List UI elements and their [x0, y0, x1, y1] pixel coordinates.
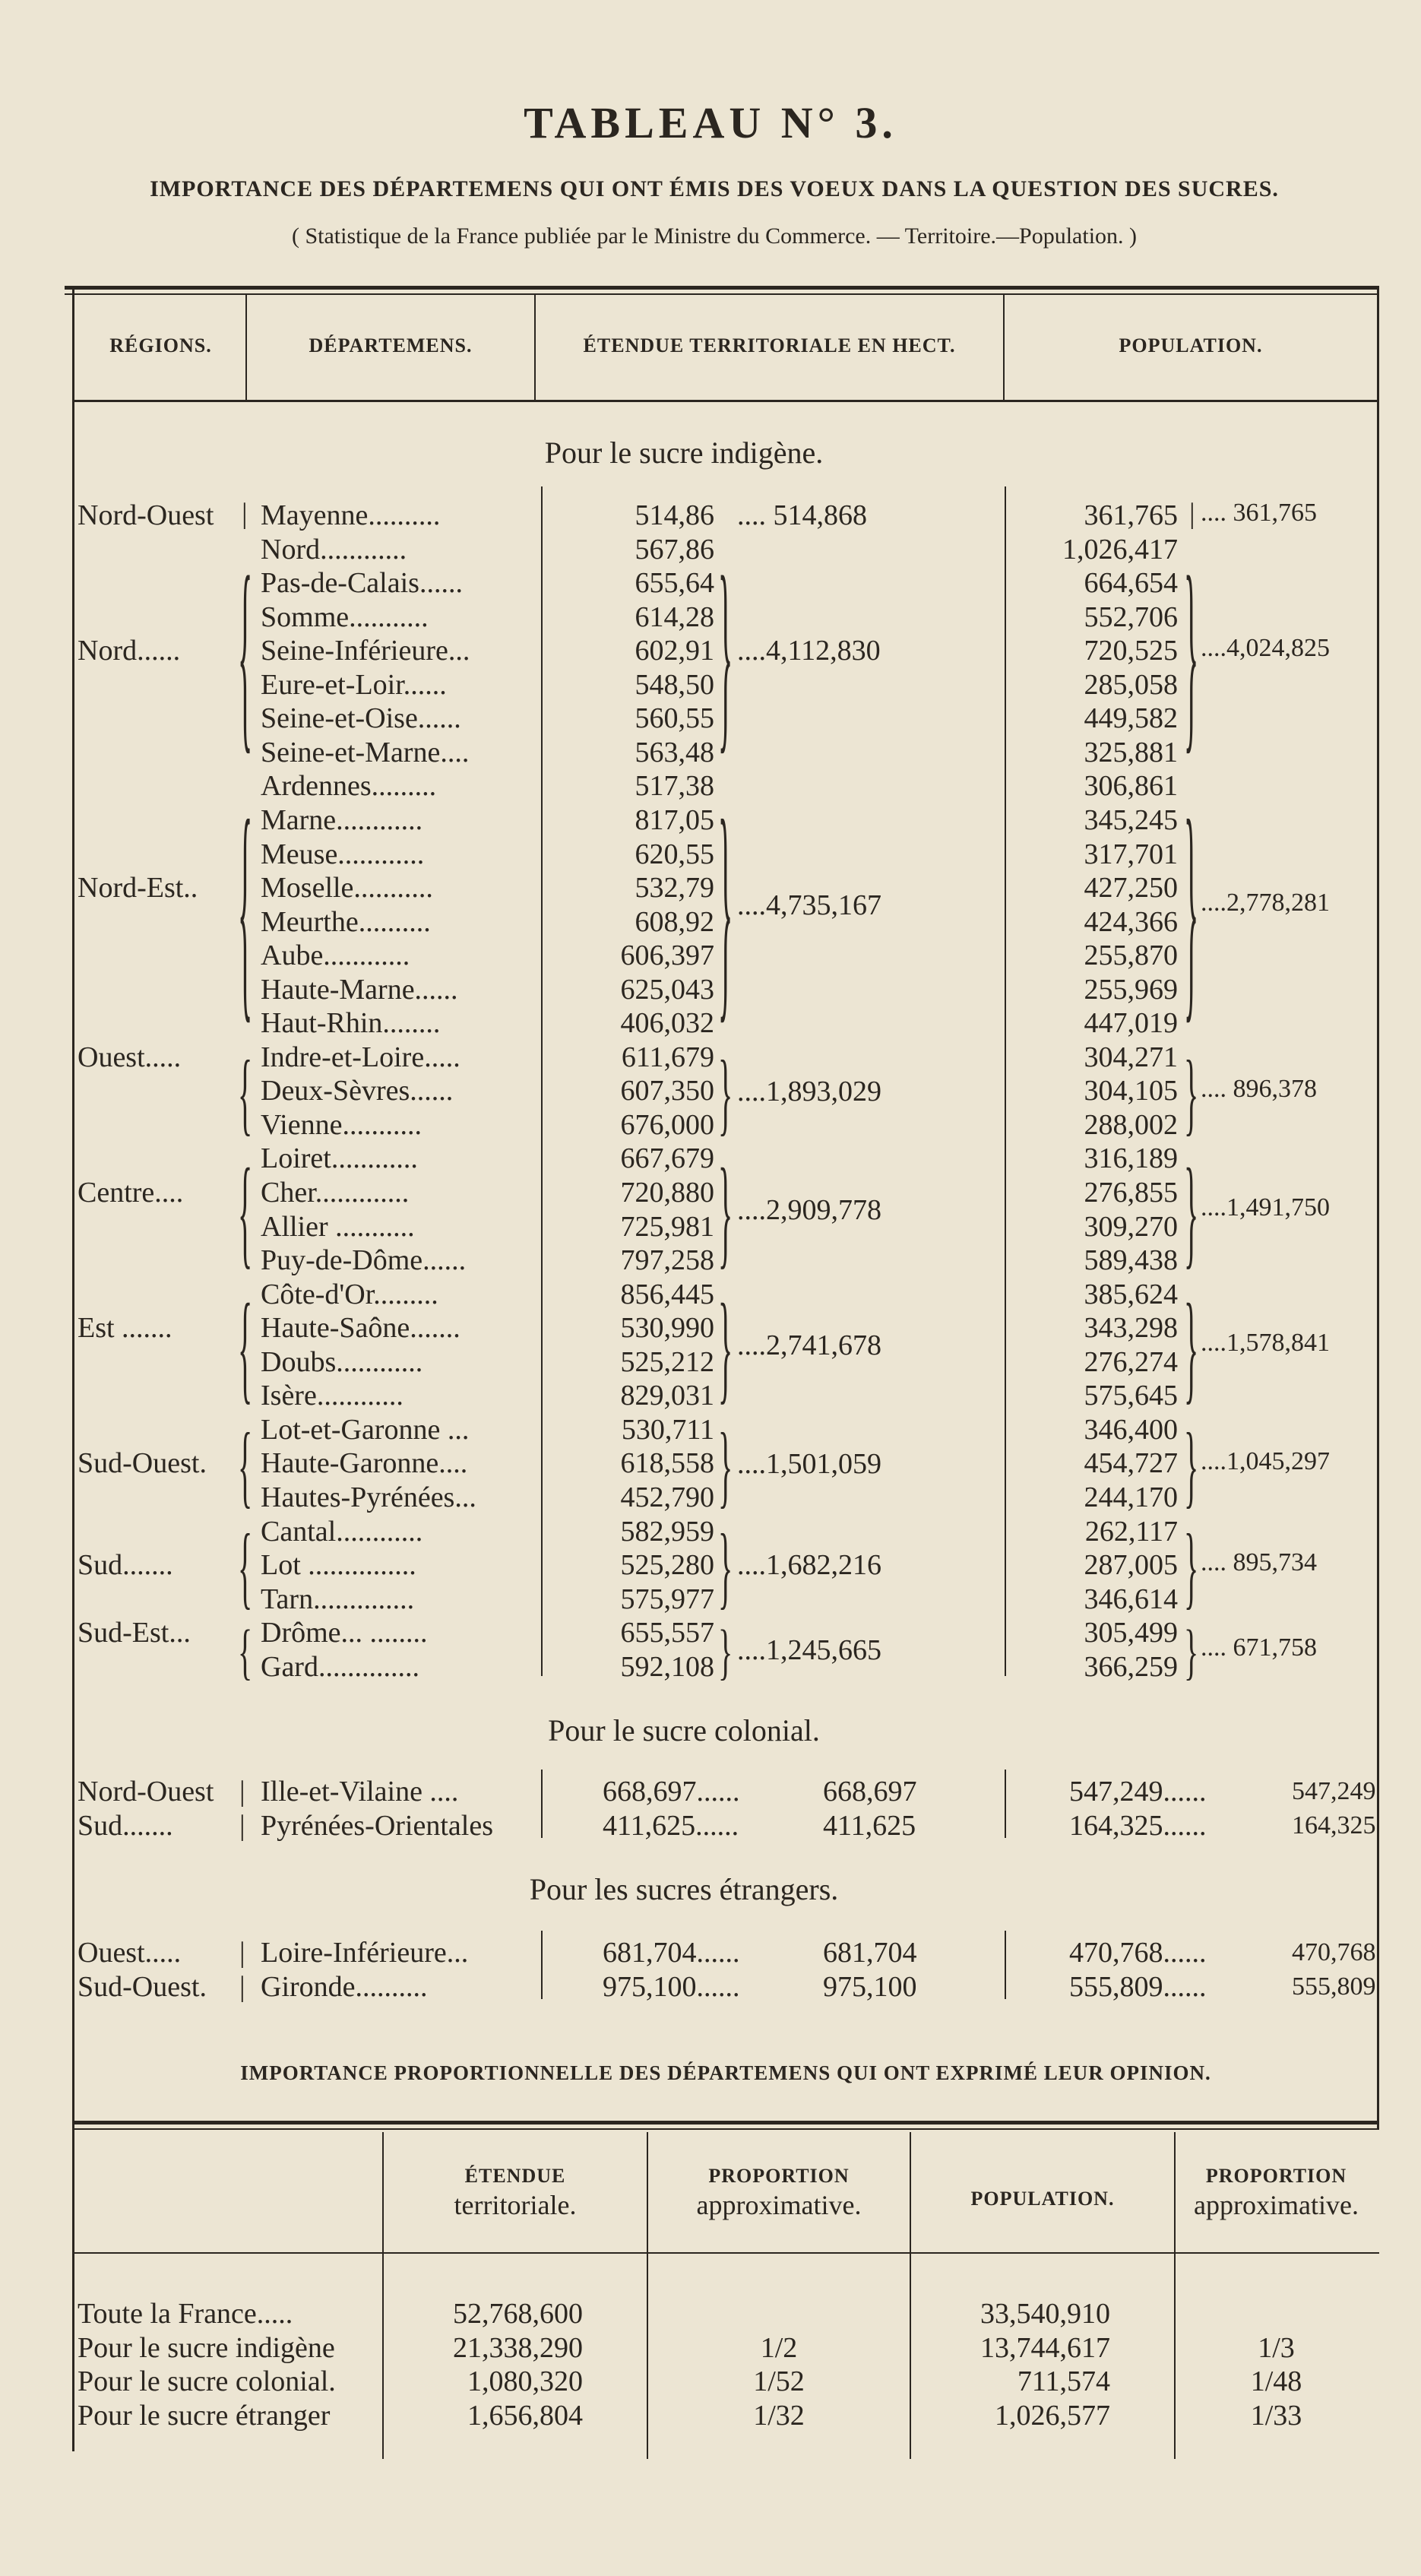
prop-header-prop1-top: PROPORTION — [708, 2165, 850, 2187]
departement-name: Lot-et-Garonne ... — [261, 1413, 470, 1446]
section-sucres-etrangers: Pour les sucres étrangers. — [529, 1872, 839, 1906]
etendue-value: 406,032 — [620, 1007, 714, 1040]
etendue-value: 620,55 — [635, 838, 714, 870]
etendue-value: 975,100...... — [603, 1971, 740, 2003]
region-label: Centre.... — [78, 1177, 184, 1209]
table-row — [0, 2399, 1421, 2432]
proportion-value: 1/2 — [760, 2331, 798, 2364]
population-group-total: .... 896,378 — [1201, 1074, 1317, 1103]
table-row — [0, 1244, 1421, 1277]
population-group-total: ....2,778,281 — [1201, 888, 1330, 917]
etendue-value: 530,711 — [621, 1413, 714, 1446]
population-brace: } — [1184, 1412, 1199, 1517]
etendue-value: 829,031 — [620, 1380, 714, 1412]
table-row — [0, 973, 1421, 1006]
region-brace: { — [238, 531, 253, 774]
departement-name: Seine-et-Marne.... — [261, 736, 470, 768]
population-value: 470,768...... — [1069, 1937, 1207, 1969]
table-row — [0, 1583, 1421, 1616]
etendue-value: 607,350 — [620, 1075, 714, 1107]
departement-name: Loiret............ — [261, 1142, 418, 1175]
population-value: 424,366 — [1084, 905, 1178, 938]
region-label: Ouest..... — [78, 1937, 182, 1969]
population-value: 13,744,617 — [980, 2331, 1110, 2364]
header-bottom-rule — [72, 400, 1379, 402]
etendue-brace: } — [718, 1141, 733, 1281]
population-brace: } — [1184, 531, 1199, 774]
population-value: 288,002 — [1084, 1108, 1178, 1141]
proportion-value: 1/48 — [1250, 2365, 1302, 2397]
prop-header-etendue-bottom: territoriale. — [454, 2190, 577, 2220]
region-label: Ouest..... — [78, 1041, 182, 1073]
table-row — [0, 1936, 1421, 1969]
etendue-value: 725,981 — [620, 1210, 714, 1243]
etendue-total: 411,625 — [823, 1810, 916, 1842]
departement-name: Seine-Inférieure... — [261, 635, 470, 667]
population-brace: } — [1184, 1616, 1199, 1686]
etendue-value: 563,48 — [635, 736, 714, 768]
table-top-rule — [65, 286, 1379, 290]
region-brace: { — [238, 1141, 253, 1281]
prop-header-etendue-top: ÉTENDUE — [464, 2165, 566, 2187]
departement-name: Puy-de-Dôme...... — [261, 1244, 467, 1277]
population-brace: } — [1184, 1141, 1199, 1281]
etendue-value: 567,86 — [635, 533, 714, 566]
table-row — [0, 2297, 1421, 2330]
departement-name: Tarn.............. — [261, 1583, 415, 1615]
departement-name: Meuse............ — [261, 838, 425, 870]
population-value: 361,765 — [1084, 499, 1178, 531]
departement-name: Mayenne.......... — [261, 499, 441, 531]
departement-name: Cantal............ — [261, 1515, 423, 1548]
population-value: 244,170 — [1084, 1481, 1178, 1513]
header-regions: RÉGIONS. — [109, 334, 212, 356]
population-value: 262,117 — [1084, 1515, 1178, 1548]
row-label: Pour le sucre étranger — [78, 2399, 331, 2432]
table-row — [0, 1006, 1421, 1040]
population-brace: } — [1184, 1514, 1199, 1619]
table-row — [0, 1278, 1421, 1311]
etendue-value: 602,91 — [635, 635, 714, 667]
population-value: 316,189 — [1084, 1142, 1178, 1175]
table-row — [0, 1108, 1421, 1142]
departement-name: Gironde.......... — [261, 1971, 428, 2003]
population-group-total: .... 361,765 — [1201, 499, 1317, 528]
population-value: 589,438 — [1084, 1244, 1178, 1277]
etendue-value: 655,64 — [635, 567, 714, 600]
population-value: 447,019 — [1084, 1007, 1178, 1040]
prop-top-rule — [72, 2121, 1379, 2124]
population-value: 304,271 — [1084, 1041, 1178, 1073]
table-row — [0, 939, 1421, 972]
etendue-value: 676,000 — [620, 1108, 714, 1141]
section-sucre-indigene: Pour le sucre indigène. — [544, 436, 824, 470]
region-label: Sud-Ouest. — [78, 1447, 207, 1480]
table-row — [0, 1041, 1421, 1074]
region-brace: { — [238, 1277, 253, 1416]
population-value: 552,706 — [1084, 600, 1178, 633]
etendue-value: 548,50 — [635, 668, 714, 701]
etendue-value: 667,679 — [620, 1142, 714, 1175]
population-brace: } — [1184, 1277, 1199, 1416]
departement-name: Drôme... ........ — [261, 1617, 428, 1649]
table-row — [0, 803, 1421, 837]
departement-name: Gard.............. — [261, 1650, 419, 1683]
departement-name: Isère............ — [261, 1380, 404, 1412]
etendue-value: 614,28 — [635, 600, 714, 633]
region-label: Sud-Ouest. — [78, 1971, 207, 2003]
prop-header-population — [911, 2180, 1174, 2212]
region-label: Sud....... — [78, 1549, 173, 1582]
region-brace: { — [238, 1040, 253, 1145]
etendue-value: 668,697...... — [603, 1776, 740, 1808]
section-sucre-colonial: Pour le sucre colonial. — [548, 1713, 820, 1747]
population-value: 276,274 — [1084, 1345, 1178, 1378]
proportion-value: 1/32 — [753, 2399, 805, 2432]
etendue-value: 655,557 — [620, 1617, 714, 1649]
population-group-total: .... 895,734 — [1201, 1548, 1317, 1577]
etendue-group-total: ....4,735,167 — [737, 889, 881, 921]
etendue-value: 525,212 — [620, 1345, 714, 1378]
etendue-value: 797,258 — [620, 1244, 714, 1277]
departement-name: Eure-et-Loir...... — [261, 668, 447, 701]
etendue-value: 52,768,600 — [453, 2298, 583, 2330]
population-value: 164,325...... — [1069, 1810, 1207, 1842]
population-value: 33,540,910 — [980, 2298, 1110, 2330]
etendue-brace: } — [718, 1040, 733, 1145]
population-value: 427,250 — [1084, 872, 1178, 905]
etendue-value: 606,397 — [620, 939, 714, 972]
etendue-value: 608,92 — [635, 905, 714, 938]
population-value: 346,400 — [1084, 1413, 1178, 1446]
etendue-value: 1,080,320 — [467, 2365, 583, 2397]
departement-name: Loire-Inférieure... — [261, 1937, 469, 1969]
population-group-total: ....1,491,750 — [1201, 1193, 1330, 1221]
table-title: TABLEAU N° 3. — [524, 98, 897, 147]
etendue-value: 532,79 — [635, 872, 714, 905]
prop-header-prop2-top: PROPORTION — [1205, 2165, 1347, 2187]
region-label: Est ....... — [78, 1312, 172, 1345]
etendue-brace: } — [718, 1277, 733, 1416]
etendue-brace: } — [718, 531, 733, 774]
etendue-group-total: ....2,909,778 — [737, 1193, 881, 1226]
etendue-value: 525,280 — [620, 1549, 714, 1582]
population-value: 1,026,417 — [1062, 533, 1178, 566]
etendue-value: 618,558 — [620, 1447, 714, 1480]
etendue-value: 582,959 — [620, 1515, 714, 1548]
etendue-total: 668,697 — [823, 1776, 917, 1808]
single-separator: | — [242, 498, 248, 530]
departement-name: Meurthe.......... — [261, 905, 431, 938]
table-row — [0, 1809, 1421, 1842]
etendue-value: 592,108 — [620, 1650, 714, 1683]
population-value: 325,881 — [1084, 736, 1178, 768]
departement-name: Côte-d'Or......... — [261, 1278, 438, 1310]
table-subtitle: IMPORTANCE DES DÉPARTEMENS QUI ONT ÉMIS DES VOEUX DANS LA QUESTION DES SUCRES. — [150, 176, 1279, 201]
etendue-value: 517,38 — [635, 770, 714, 803]
table-row — [0, 736, 1421, 769]
etendue-brace: } — [718, 1412, 733, 1517]
population-value: 276,855 — [1084, 1177, 1178, 1209]
prop-header-etendue — [384, 2157, 647, 2221]
population-group-total: .... 671,758 — [1201, 1633, 1317, 1662]
departement-name: Seine-et-Oise...... — [261, 702, 461, 735]
population-value: 255,969 — [1084, 973, 1178, 1006]
etendue-value: 452,790 — [620, 1481, 714, 1513]
population-total: 555,809 — [1292, 1972, 1376, 2001]
departement-name: Deux-Sèvres...... — [261, 1075, 454, 1107]
etendue-value: 530,990 — [620, 1312, 714, 1345]
etendue-group-total: .... 514,868 — [737, 499, 867, 532]
proportion-title: IMPORTANCE PROPORTIONNELLE DES DÉPARTEMENS QUI ONT EXPRIMÉ LEUR OPINION. — [240, 2061, 1211, 2084]
population-value: 346,614 — [1084, 1583, 1178, 1615]
departement-name: Marne............ — [261, 803, 423, 836]
population-value: 664,654 — [1084, 567, 1178, 600]
departement-name: Vienne........... — [261, 1108, 422, 1141]
table-row — [0, 1142, 1421, 1175]
table-row — [0, 2365, 1421, 2398]
prop-header-prop2-bottom: approximative. — [1194, 2190, 1359, 2220]
population-value: 385,624 — [1084, 1278, 1178, 1310]
population-value: 345,245 — [1084, 803, 1178, 836]
prop-header-population-label: POPULATION. — [970, 2188, 1115, 2210]
departement-name: Haut-Rhin........ — [261, 1007, 441, 1040]
table-row — [0, 1413, 1421, 1446]
proportion-value: 1/52 — [753, 2365, 805, 2397]
table-row — [0, 668, 1421, 702]
row-label: Toute la France..... — [78, 2298, 293, 2330]
etendue-value: 817,05 — [635, 803, 714, 836]
prop-header-rule — [72, 2252, 1379, 2254]
departement-name: Haute-Saône....... — [261, 1312, 460, 1345]
population-group-total: ....4,024,825 — [1201, 634, 1330, 663]
region-label: Nord-Ouest — [78, 1776, 214, 1808]
region-brace: { — [238, 1514, 253, 1619]
population-value: 454,727 — [1084, 1447, 1178, 1480]
separator: | — [239, 1937, 245, 1969]
etendue-brace: } — [718, 767, 733, 1045]
population-value: 317,701 — [1084, 838, 1178, 870]
population-value: 305,499 — [1084, 1617, 1178, 1649]
table-row — [0, 566, 1421, 600]
departement-name: Indre-et-Loire..... — [261, 1041, 460, 1073]
region-brace: { — [238, 1412, 253, 1517]
departement-name: Haute-Marne...... — [261, 973, 458, 1006]
population-value: 555,809...... — [1069, 1971, 1207, 2003]
etendue-value: 625,043 — [620, 973, 714, 1006]
region-label: Sud....... — [78, 1810, 173, 1842]
departement-name: Haute-Garonne.... — [261, 1447, 468, 1480]
etendue-value: 856,445 — [620, 1278, 714, 1310]
etendue-value: 575,977 — [620, 1583, 714, 1615]
etendue-value: 514,86 — [635, 499, 714, 531]
table-row — [0, 600, 1421, 634]
departement-name: Ille-et-Vilaine .... — [261, 1776, 459, 1808]
source-note: ( Statistique de la France publiée par le Ministre du Commerce. — Territoire.—Population. ) — [291, 223, 1138, 249]
etendue-brace: } — [718, 1514, 733, 1619]
departement-name: Lot ............... — [261, 1549, 416, 1582]
etendue-group-total: ....1,245,665 — [737, 1633, 881, 1666]
region-label: Nord-Ouest — [78, 499, 214, 531]
etendue-total: 681,704 — [823, 1937, 917, 1969]
etendue-value: 560,55 — [635, 702, 714, 735]
population-total: 547,249 — [1292, 1777, 1376, 1805]
table-row — [0, 533, 1421, 566]
row-label: Pour le sucre colonial. — [78, 2365, 336, 2397]
etendue-group-total: ....1,682,216 — [737, 1549, 881, 1582]
departement-name: Somme........... — [261, 600, 429, 633]
departement-name: Hautes-Pyrénées... — [261, 1481, 476, 1513]
etendue-group-total: ....1,501,059 — [737, 1447, 881, 1480]
region-label: Nord-Est.. — [78, 872, 198, 905]
region-brace: { — [238, 767, 253, 1045]
proportion-value: 1/3 — [1258, 2331, 1295, 2364]
population-total: 164,325 — [1292, 1811, 1376, 1839]
prop-header-proportion-1 — [648, 2157, 910, 2221]
departement-name: Doubs............ — [261, 1345, 423, 1378]
etendue-value: 411,625...... — [603, 1810, 739, 1842]
population-value: 285,058 — [1084, 668, 1178, 701]
population-value: 449,582 — [1084, 702, 1178, 735]
prop-header-proportion-2 — [1176, 2157, 1377, 2221]
prop-top-rule-thin — [72, 2128, 1379, 2130]
table-row — [0, 1515, 1421, 1548]
etendue-value: 21,338,290 — [453, 2331, 583, 2364]
table-row — [0, 702, 1421, 735]
population-group-total: ....1,045,297 — [1201, 1446, 1330, 1475]
table-row — [0, 769, 1421, 803]
header-departements: DÉPARTEMENS. — [309, 334, 473, 356]
departement-name: Pyrénées-Orientales — [261, 1810, 493, 1842]
table-row — [0, 1379, 1421, 1412]
population-value: 711,574 — [1017, 2365, 1110, 2397]
population-value: 547,249...... — [1069, 1776, 1207, 1808]
population-value: 575,645 — [1084, 1380, 1178, 1412]
population-value: 1,026,577 — [995, 2399, 1110, 2432]
etendue-group-total: ....4,112,830 — [737, 635, 881, 667]
table-row — [0, 1775, 1421, 1808]
population-value: 366,259 — [1084, 1650, 1178, 1683]
proportion-value: 1/33 — [1250, 2399, 1302, 2432]
departement-name: Ardennes......... — [261, 770, 437, 803]
region-label: Nord...... — [78, 635, 181, 667]
population-value: 343,298 — [1084, 1312, 1178, 1345]
header-population: POPULATION. — [1119, 334, 1263, 356]
population-value: 287,005 — [1084, 1549, 1178, 1582]
population-value: 255,870 — [1084, 939, 1178, 972]
population-group-total: ....1,578,841 — [1201, 1328, 1330, 1357]
etendue-total: 975,100 — [823, 1971, 917, 2003]
prop-header-prop1-bottom: approximative. — [696, 2190, 862, 2220]
region-brace: { — [238, 1616, 253, 1686]
population-value: 309,270 — [1084, 1210, 1178, 1243]
etendue-group-total: ....2,741,678 — [737, 1329, 881, 1361]
population-brace: } — [1184, 767, 1199, 1045]
population-value: 304,105 — [1084, 1075, 1178, 1107]
header-etendue: ÉTENDUE TERRITORIALE EN HECT. — [583, 334, 956, 356]
population-total: 470,768 — [1292, 1938, 1376, 1966]
separator: | — [239, 1971, 245, 2003]
etendue-group-total: ....1,893,029 — [737, 1075, 881, 1107]
table-row — [0, 2331, 1421, 2365]
etendue-value: 1,656,804 — [467, 2399, 583, 2432]
population-value: 306,861 — [1084, 770, 1178, 803]
departement-name: Aube............ — [261, 939, 410, 972]
departement-name: Nord............ — [261, 533, 407, 566]
etendue-value: 720,880 — [620, 1177, 714, 1209]
separator: | — [239, 1776, 245, 1808]
table-row — [0, 1970, 1421, 2004]
departement-name: Moselle........... — [261, 872, 433, 905]
departement-name: Pas-de-Calais...... — [261, 567, 463, 600]
separator: | — [239, 1810, 245, 1842]
table-top-rule-thin — [65, 293, 1379, 295]
departement-name: Cher............. — [261, 1177, 410, 1209]
row-label: Pour le sucre indigène — [78, 2331, 335, 2364]
population-value: 720,525 — [1084, 635, 1178, 667]
population-brace: } — [1184, 1040, 1199, 1145]
etendue-value: 681,704...... — [603, 1937, 740, 1969]
single-separator: | — [1189, 498, 1195, 530]
etendue-brace: } — [718, 1616, 733, 1686]
table-row — [0, 838, 1421, 871]
region-label: Sud-Est... — [78, 1617, 191, 1649]
etendue-value: 611,679 — [621, 1041, 714, 1073]
departement-name: Allier ........... — [261, 1210, 415, 1243]
table-row — [0, 1481, 1421, 1514]
